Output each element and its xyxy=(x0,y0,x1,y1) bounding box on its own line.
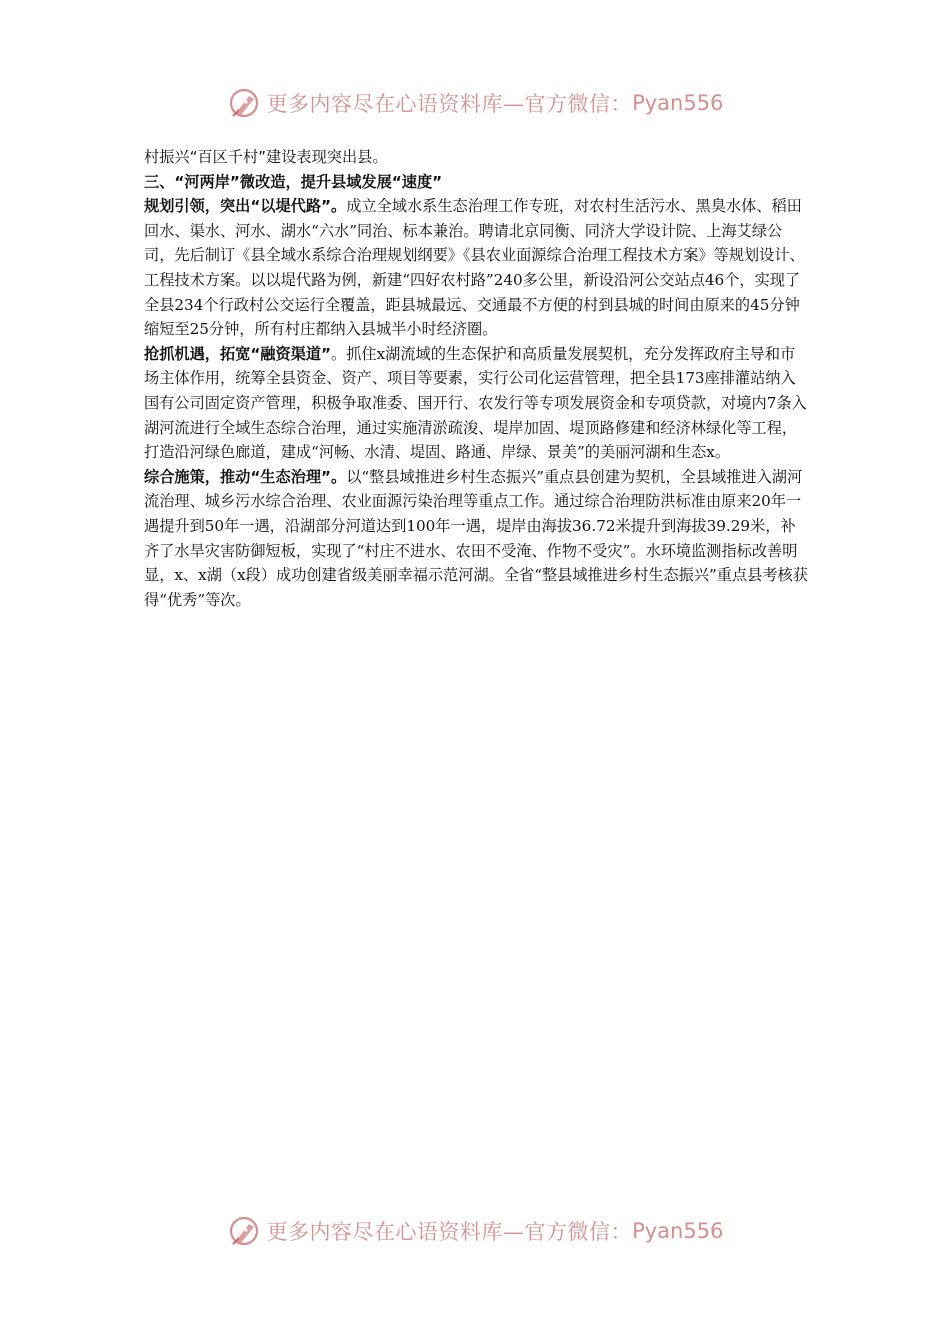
banner-text: 更多内容尽在心语资料库—官方微信： xyxy=(266,92,633,116)
paragraph-planning-lead: 规划引领，突出“以堤代路”。 xyxy=(144,197,347,216)
banner-handle: Pyan556 xyxy=(632,91,724,115)
banner-handle: Pyan556 xyxy=(632,1219,724,1243)
paragraph-financing xyxy=(144,342,809,465)
paragraph-ecology-body: 以“整县域推进乡村生态振兴”重点县创建为契机，全县域推进入湖河流治理、城乡污水综合治理、农业面源污染治理等重点工作。通过综合治理防洪标准由原来20年一遇提升到50年一遇，沿湖部分河道达到100年一遇，堤岸由海拔36.72米提升到海拔39.29米，补齐了水旱灾害防御短板，实现了“村庄不进水、农田不受淹、作物不受灾”。水环境监测指标改善明显，x、x湖（x段）成功创建省级美丽幸福示范河湖。全省“整县域推进乡村生态振兴”重点县考核获得“优秀”等次。 xyxy=(144,467,808,609)
pen-nib-logo-icon xyxy=(227,86,261,120)
banner-text: 更多内容尽在心语资料库—官方微信： xyxy=(266,1220,633,1244)
paragraph-financing-lead: 抢抓机遇，拓宽“融资渠道” xyxy=(144,344,332,363)
paragraph-planning-body: 成立全域水系生态治理工作专班，对农村生活污水、黑臭水体、稻田回水、渠水、河水、湖水“六水”同治、标本兼治。聘请北京同衡、同济大学设计院、上海艾绿公司，先后制订《县全域水系综合治理规划纲要》《县农业面源综合治理工程技术方案》等规划设计、工程技术方案。以以堤代路为例，新建“四好农村路”240多公里，新设沿河公交站点46个，实现了全县234个行政村公交运行全覆盖，距县城最远、交通最不方便的村到县城的时间由原来的45分钟缩短至25分钟，所有村庄都纳入县城半小时经济圈。 xyxy=(144,197,805,339)
footer-banner xyxy=(0,1211,950,1251)
paragraph-financing-body: 。抓住x湖流域的生态保护和高质量发展契机，充分发挥政府主导和市场主体作用，统筹全县资金、资产、项目等要素，实行公司化运营管理，把全县173座排灌站纳入国有公司固定资产管理，积极争取准委、国开行、农发行等专项发展资金和专项贷款，对境内7条入湖河流进行全域生态综合治理，通过实施清淤疏浚、堤岸加固、堤顶路修建和经济林绿化等工程，打造沿河绿色廊道，建成“河畅、水清、堤固、路通、岸绿、景美”的美丽河湖和生态x。 xyxy=(144,344,807,462)
document-body xyxy=(144,145,809,612)
section-heading: 三、“河两岸”微改造，提升县域发展“速度” xyxy=(144,172,443,191)
pen-nib-logo-icon xyxy=(227,1214,261,1248)
paragraph-ecology xyxy=(144,465,809,613)
paragraph-ecology-lead: 综合施策，推动“生态治理”。 xyxy=(144,467,347,486)
paragraph-planning xyxy=(144,194,809,342)
header-banner xyxy=(0,83,950,123)
paragraph-continuation: 村振兴“百区千村”建设表现突出县。 xyxy=(144,148,388,166)
